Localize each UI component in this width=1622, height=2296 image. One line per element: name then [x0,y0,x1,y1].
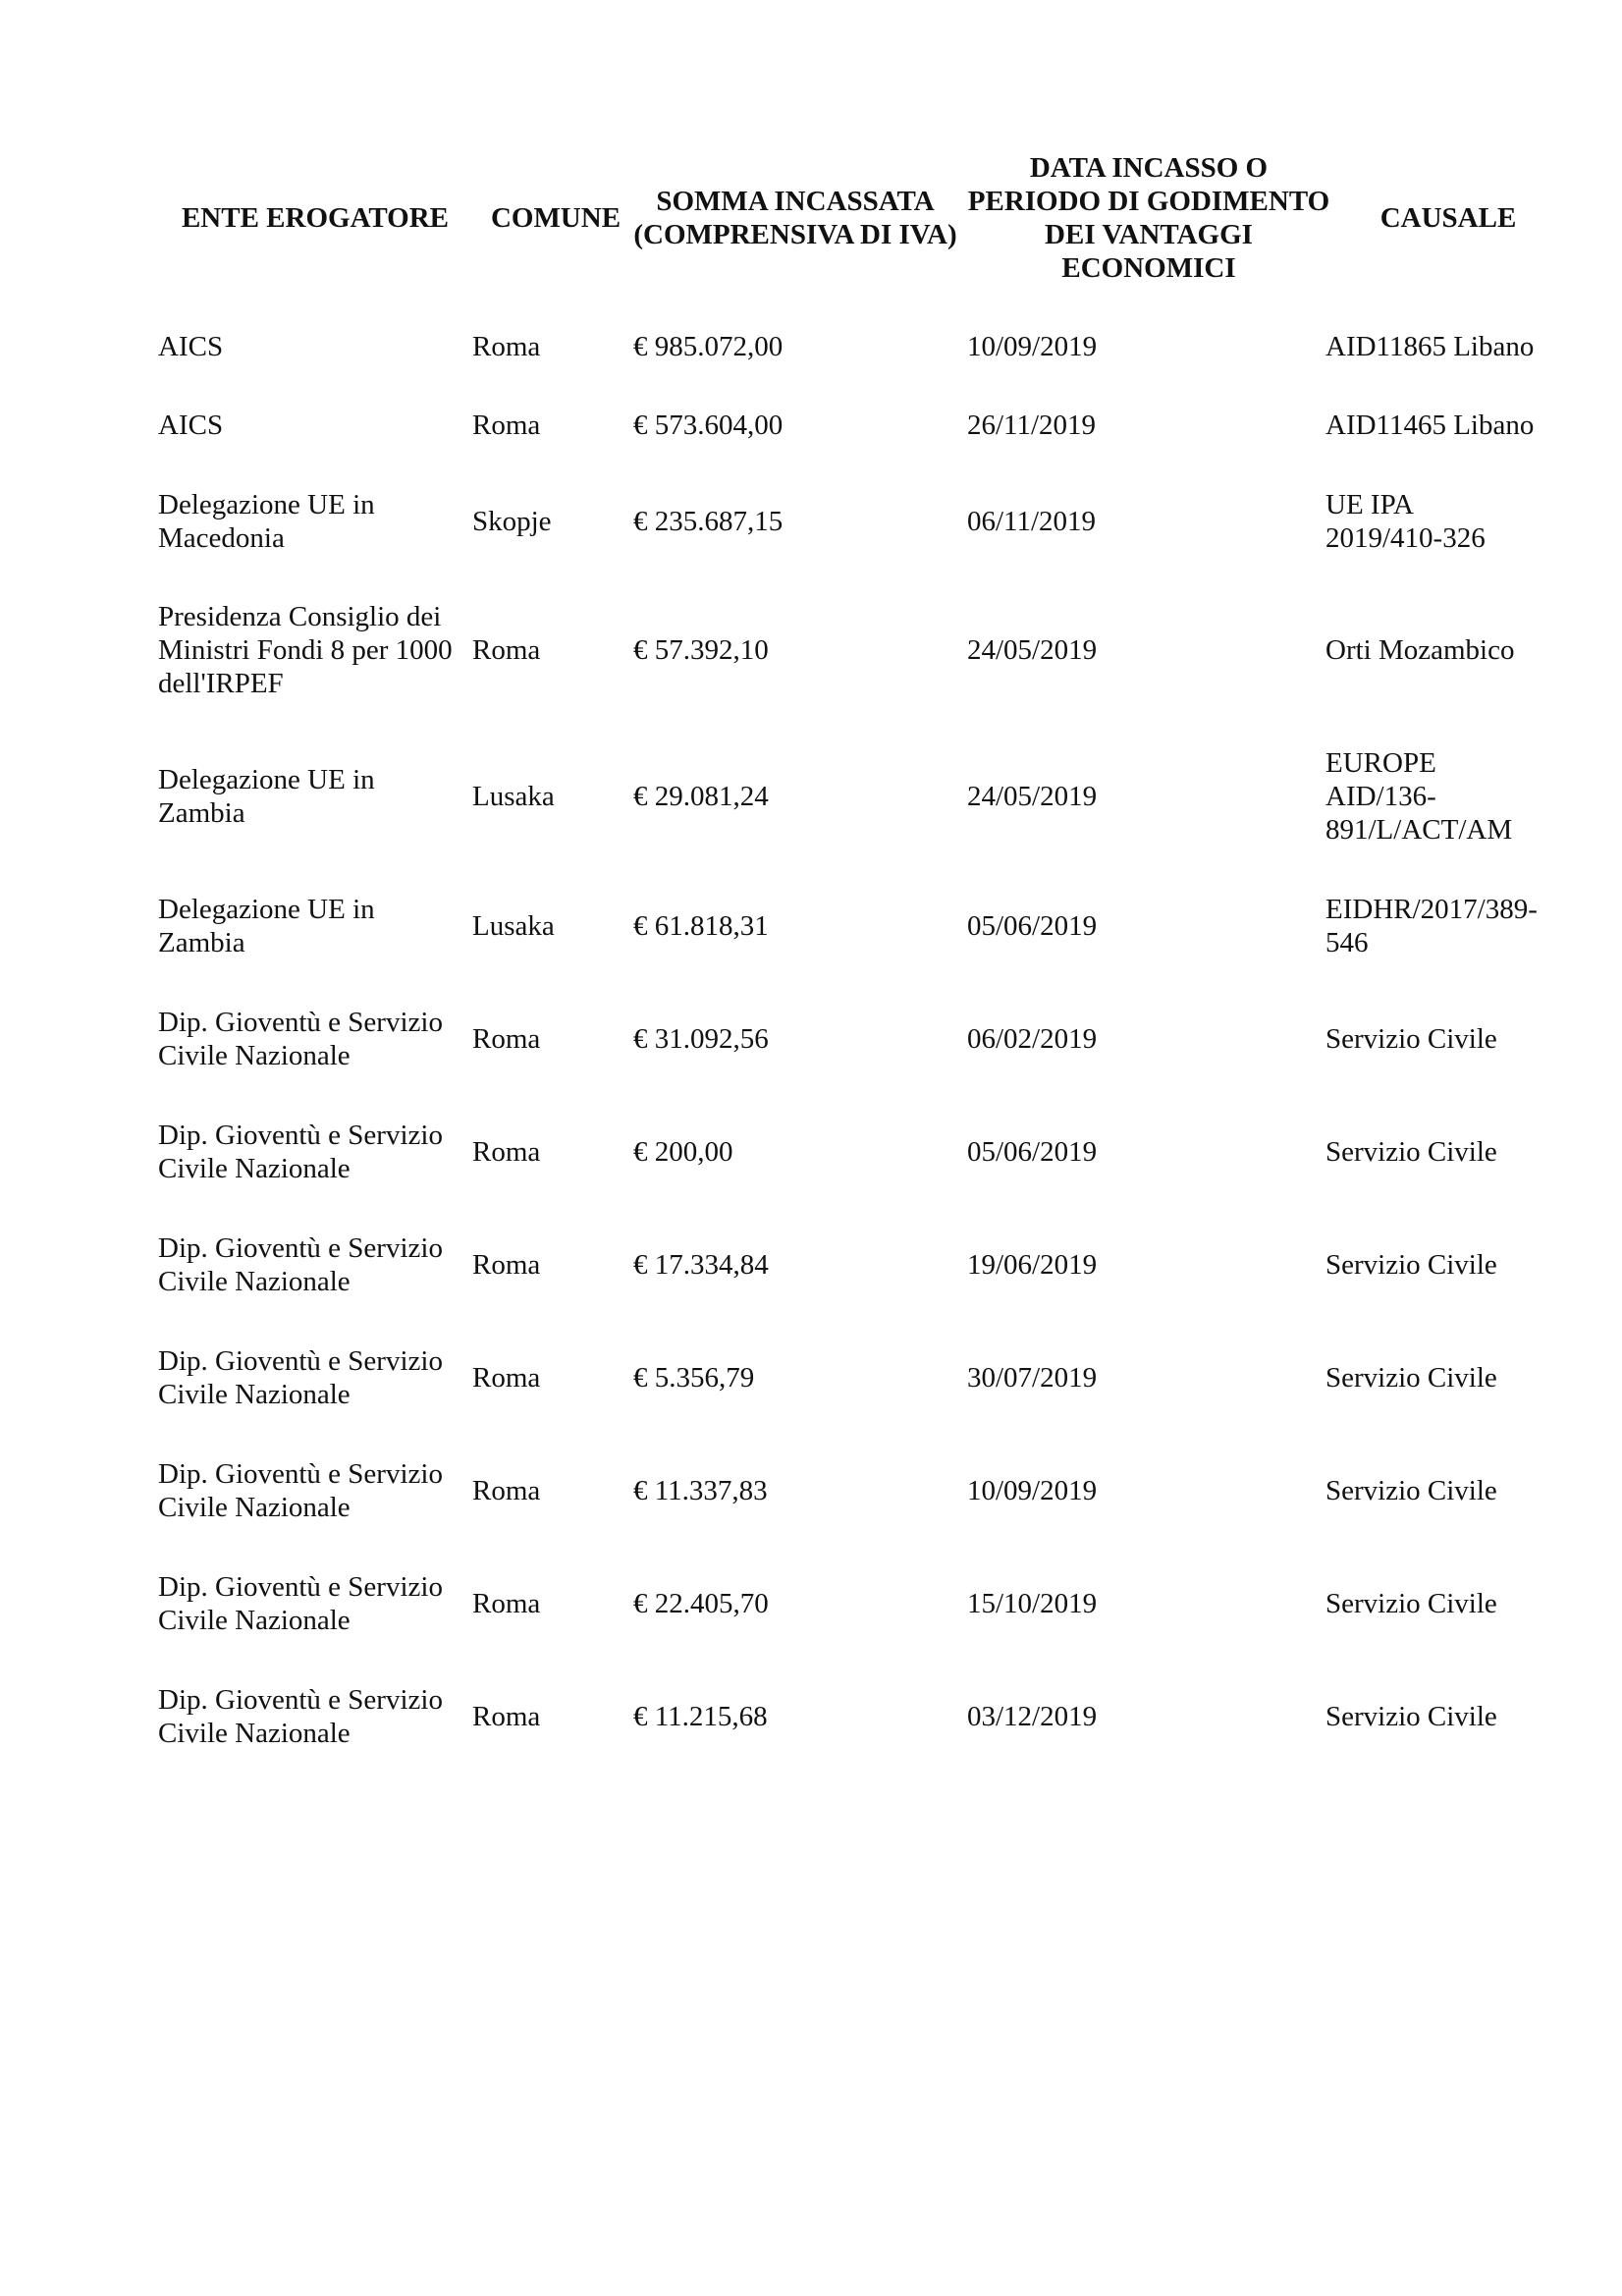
row-4-data: 24/05/2019 [967,781,1098,812]
row-11-causale: Servizio Civile [1325,1588,1497,1619]
row-7-somma: € 200,00 [633,1136,733,1168]
row-8-comune: Roma [472,1249,541,1281]
row-9-causale: Servizio Civile [1325,1362,1497,1394]
row-3-comune: Roma [472,634,541,666]
row-1-causale: AID11465 Libano [1325,410,1535,441]
row-1-ente: AICS [158,410,224,441]
row-11-somma: € 22.405,70 [633,1588,769,1619]
row-10-causale: Servizio Civile [1325,1475,1497,1506]
row-7-ente: Dip. Gioventù e Servizio Civile Nazionale [158,1120,443,1184]
row-0-somma: € 985.072,00 [633,331,784,362]
row-3-ente: Presidenza Consiglio dei Ministri Fondi 8 per 1000 dell'IRPEF [158,601,453,699]
row-6-ente: Dip. Gioventù e Servizio Civile Nazionale [158,1007,443,1071]
row-9-ente: Dip. Gioventù e Servizio Civile Nazionale [158,1345,443,1410]
row-5-ente: Delegazione UE in Zambia [158,894,375,958]
row-4-ente: Delegazione UE in Zambia [158,764,375,829]
row-4-comune: Lusaka [472,781,555,812]
row-5-causale: EIDHR/2017/389- 546 [1325,894,1538,958]
row-2-somma: € 235.687,15 [633,506,784,537]
row-2-causale: UE IPA 2019/410-326 [1325,489,1486,554]
row-6-data: 06/02/2019 [967,1023,1098,1055]
row-6-somma: € 31.092,56 [633,1023,769,1055]
row-12-causale: Servizio Civile [1325,1701,1497,1732]
row-8-data: 19/06/2019 [967,1249,1098,1281]
row-5-data: 05/06/2019 [967,910,1098,942]
row-8-somma: € 17.334,84 [633,1249,769,1281]
row-11-data: 15/10/2019 [967,1588,1098,1619]
header-comune: COMUNE [490,202,622,234]
row-12-comune: Roma [472,1701,541,1732]
header-data-incasso: DATA INCASSO O PERIODO DI GODIMENTO DEI VANTAGGI ECONOMICI [967,152,1330,284]
header-ente-erogatore: ENTE EROGATORE [181,202,450,234]
header-somma-incassata: SOMMA INCASSATA (COMPRENSIVA DI IVA) [633,186,957,250]
row-7-comune: Roma [472,1136,541,1168]
row-9-comune: Roma [472,1362,541,1394]
header-causale: CAUSALE [1379,202,1517,234]
row-4-causale: EUROPE AID/136- 891/L/ACT/AM [1325,747,1513,846]
row-11-ente: Dip. Gioventù e Servizio Civile Nazionale [158,1571,443,1636]
row-6-causale: Servizio Civile [1325,1023,1497,1055]
row-9-somma: € 5.356,79 [633,1362,755,1394]
row-1-data: 26/11/2019 [967,410,1097,441]
row-11-comune: Roma [472,1588,541,1619]
row-2-comune: Skopje [472,506,552,537]
row-6-comune: Roma [472,1023,541,1055]
row-3-data: 24/05/2019 [967,634,1098,666]
row-9-data: 30/07/2019 [967,1362,1098,1394]
row-5-somma: € 61.818,31 [633,910,769,942]
row-12-somma: € 11.215,68 [633,1701,768,1732]
row-5-comune: Lusaka [472,910,555,942]
row-10-data: 10/09/2019 [967,1475,1098,1506]
row-12-data: 03/12/2019 [967,1701,1098,1732]
row-0-causale: AID11865 Libano [1325,331,1535,362]
row-2-ente: Delegazione UE in Macedonia [158,489,375,554]
row-0-comune: Roma [472,331,541,362]
row-7-causale: Servizio Civile [1325,1136,1497,1168]
row-8-ente: Dip. Gioventù e Servizio Civile Nazionale [158,1232,443,1297]
row-3-somma: € 57.392,10 [633,634,769,666]
row-1-comune: Roma [472,410,541,441]
row-4-somma: € 29.081,24 [633,781,769,812]
row-3-causale: Orti Mozambico [1325,634,1515,666]
row-1-somma: € 573.604,00 [633,410,784,441]
row-0-ente: AICS [158,331,224,362]
row-10-somma: € 11.337,83 [633,1475,768,1506]
row-8-causale: Servizio Civile [1325,1249,1497,1281]
row-7-data: 05/06/2019 [967,1136,1098,1168]
row-12-ente: Dip. Gioventù e Servizio Civile Nazionale [158,1684,443,1749]
row-0-data: 10/09/2019 [967,331,1098,362]
row-2-data: 06/11/2019 [967,506,1097,537]
row-10-ente: Dip. Gioventù e Servizio Civile Nazionale [158,1458,443,1523]
row-10-comune: Roma [472,1475,541,1506]
